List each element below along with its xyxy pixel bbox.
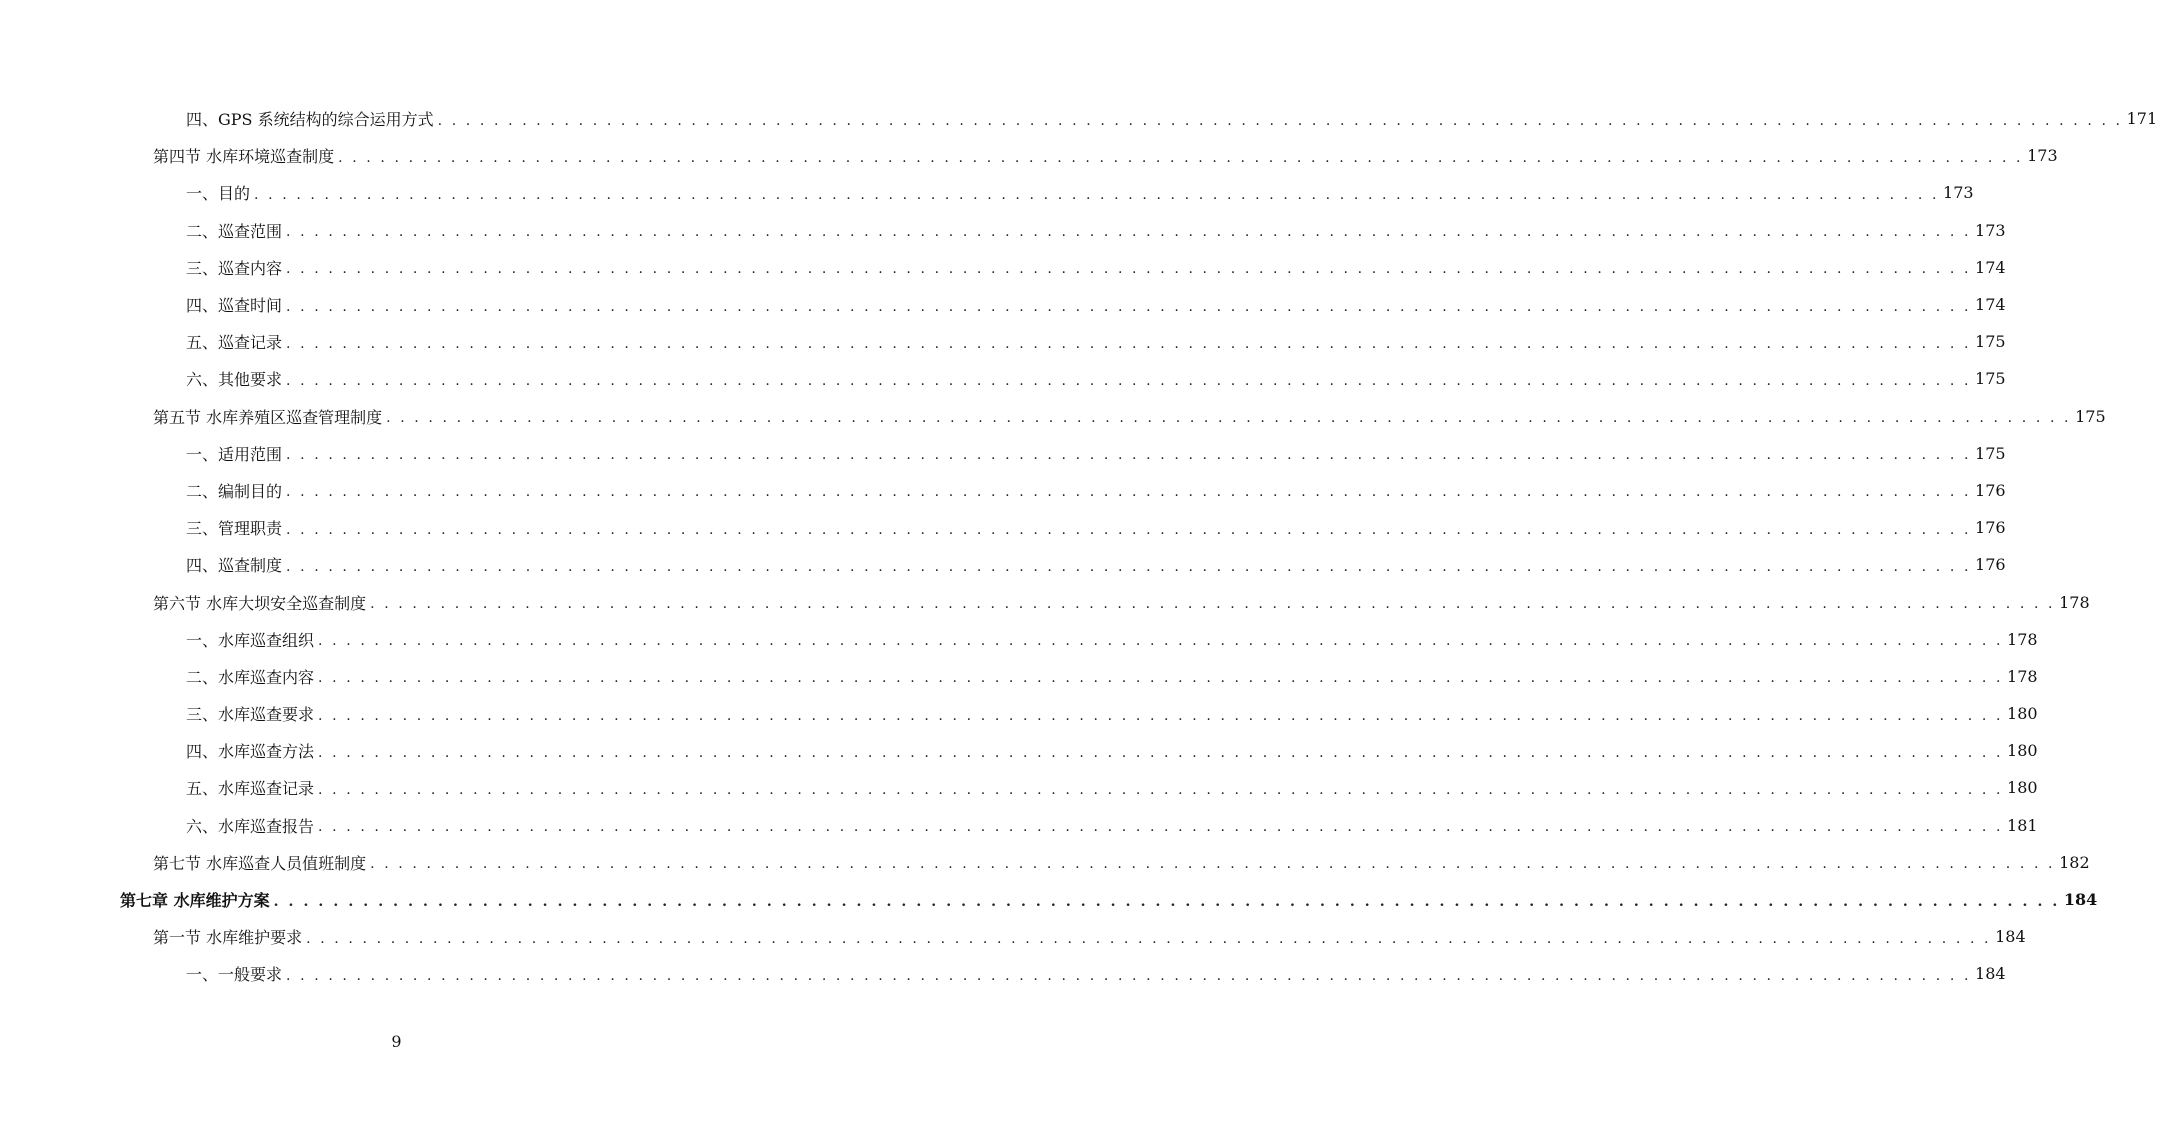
toc-dot-leader: . . . . . . . . . . . . . . . . . . . . . . . . . . . . . . . . . . . . . . . . . . . . . . . . . . . . . . . . . . . . . . . . . . . . . . . . . . . . . . . . . . . . . . . . . . . . . . . . . . . . . . . . . . . . . . . . . . . . . . . .	[273, 893, 2060, 910]
toc-entry-item	[0, 732, 2038, 769]
toc-dot-leader: . . . . . . . . . . . . . . . . . . . . . . . . . . . . . . . . . . . . . . . . . . . . . . . . . . . . . . . . . . . . . . . . . . . . . . . . . . . . . . . . . . . . . . . . . . . . . . . . . . . . . . . . . . . . . . . . . . . . . . . .	[386, 410, 2072, 427]
toc-entry-section	[0, 137, 2058, 174]
toc-entry-section	[0, 583, 2090, 620]
toc-dot-leader: . . . . . . . . . . . . . . . . . . . . . . . . . . . . . . . . . . . . . . . . . . . . . . . . . . . . . . . . . . . . . . . . . . . . . . . . . . . . . . . . . . . . . . . . . . . . . . . . . . . . . . . . . . . . . . . . . . . . . . . .	[286, 224, 1972, 241]
toc-dot-leader: . . . . . . . . . . . . . . . . . . . . . . . . . . . . . . . . . . . . . . . . . . . . . . . . . . . . . . . . . . . . . . . . . . . . . . . . . . . . . . . . . . . . . . . . . . . . . . . . . . . . . . . . . . . . . . . . . . . . . . . .	[286, 521, 1972, 538]
toc-entry-item	[0, 100, 2157, 137]
toc-entry-item	[0, 807, 2038, 844]
toc-dot-leader: . . . . . . . . . . . . . . . . . . . . . . . . . . . . . . . . . . . . . . . . . . . . . . . . . . . . . . . . . . . . . . . . . . . . . . . . . . . . . . . . . . . . . . . . . . . . . . . . . . . . . . . . . . . . . . . . . . . . . . . .	[370, 596, 2056, 613]
toc-dot-leader: . . . . . . . . . . . . . . . . . . . . . . . . . . . . . . . . . . . . . . . . . . . . . . . . . . . . . . . . . . . . . . . . . . . . . . . . . . . . . . . . . . . . . . . . . . . . . . . . . . . . . . . . . . . . . . . . . . . . . . . .	[318, 744, 2004, 761]
toc-dot-leader: . . . . . . . . . . . . . . . . . . . . . . . . . . . . . . . . . . . . . . . . . . . . . . . . . . . . . . . . . . . . . . . . . . . . . . . . . . . . . . . . . . . . . . . . . . . . . . . . . . . . . . . . . . . . . . . . . . . . . . . .	[437, 112, 2123, 129]
toc-entry-section	[0, 918, 2026, 955]
toc-dot-leader: . . . . . . . . . . . . . . . . . . . . . . . . . . . . . . . . . . . . . . . . . . . . . . . . . . . . . . . . . . . . . . . . . . . . . . . . . . . . . . . . . . . . . . . . . . . . . . . . . . . . . . . . . . . . . . . . . . . . . . . .	[286, 967, 1972, 984]
toc-entry-item	[0, 360, 2006, 397]
toc-dot-leader: . . . . . . . . . . . . . . . . . . . . . . . . . . . . . . . . . . . . . . . . . . . . . . . . . . . . . . . . . . . . . . . . . . . . . . . . . . . . . . . . . . . . . . . . . . . . . . . . . . . . . . . . . . . . . . . . . . . . . . . .	[318, 633, 2004, 650]
toc-dot-leader: . . . . . . . . . . . . . . . . . . . . . . . . . . . . . . . . . . . . . . . . . . . . . . . . . . . . . . . . . . . . . . . . . . . . . . . . . . . . . . . . . . . . . . . . . . . . . . . . . . . . . . . . . . . . . . . . . . . . . . . .	[286, 372, 1972, 389]
toc-entry-page: 180	[2007, 741, 2038, 761]
toc-entry-page: 184	[2063, 890, 2098, 910]
toc-entry-page: 178	[2007, 666, 2038, 686]
toc-entry-title: 一、一般要求	[186, 965, 283, 985]
toc-entry-item	[0, 546, 2006, 583]
toc-entry-page: 175	[1975, 369, 2006, 389]
toc-entry-title: 六、其他要求	[186, 370, 283, 390]
toc-entry-section	[0, 398, 2106, 435]
toc-entry-title: 四、巡查时间	[186, 296, 283, 316]
toc-entry-title: 第四节 水库环境巡查制度	[153, 147, 335, 167]
toc-entry-page: 176	[1975, 555, 2006, 575]
toc-entry-title: 五、巡查记录	[186, 333, 283, 353]
page-number: 9	[391, 1032, 402, 1051]
toc-entry-page: 182	[2059, 852, 2090, 872]
toc-entry-page: 173	[2027, 146, 2058, 166]
toc-entry-page: 174	[1975, 257, 2006, 277]
toc-dot-leader: . . . . . . . . . . . . . . . . . . . . . . . . . . . . . . . . . . . . . . . . . . . . . . . . . . . . . . . . . . . . . . . . . . . . . . . . . . . . . . . . . . . . . . . . . . . . . . . . . . . . . . . . . . . . . . . . . . . . . . . .	[318, 670, 2004, 687]
toc-entry-title: 第七章 水库维护方案	[120, 891, 270, 911]
toc-entry-item	[0, 695, 2038, 732]
toc-entry-page: 171	[2126, 109, 2157, 129]
toc-dot-leader: . . . . . . . . . . . . . . . . . . . . . . . . . . . . . . . . . . . . . . . . . . . . . . . . . . . . . . . . . . . . . . . . . . . . . . . . . . . . . . . . . . . . . . . . . . . . . . . . . . . . . . . . . . . . . . . . . . . . . . . .	[338, 149, 2024, 166]
toc-entry-page: 181	[2007, 815, 2038, 835]
toc-entry-title: 一、适用范围	[186, 444, 283, 464]
toc-entry-title: 三、水库巡查要求	[186, 705, 315, 725]
toc-entry-item	[0, 286, 2006, 323]
toc-entry-title: 第一节 水库维护要求	[153, 928, 303, 948]
toc-entry-item	[0, 174, 1974, 211]
toc-dot-leader: . . . . . . . . . . . . . . . . . . . . . . . . . . . . . . . . . . . . . . . . . . . . . . . . . . . . . . . . . . . . . . . . . . . . . . . . . . . . . . . . . . . . . . . . . . . . . . . . . . . . . . . . . . . . . . . . . . . . . . . .	[318, 707, 2004, 724]
toc-entry-title: 四、GPS 系统结构的综合运用方式	[186, 110, 434, 130]
toc-entry-page: 178	[2059, 592, 2090, 612]
toc-dot-leader: . . . . . . . . . . . . . . . . . . . . . . . . . . . . . . . . . . . . . . . . . . . . . . . . . . . . . . . . . . . . . . . . . . . . . . . . . . . . . . . . . . . . . . . . . . . . . . . . . . . . . . . . . . . . . . . . . . . . . . . .	[286, 298, 1972, 315]
toc-entry-page: 174	[1975, 295, 2006, 315]
toc-entry-page: 173	[1975, 220, 2006, 240]
toc-dot-leader: . . . . . . . . . . . . . . . . . . . . . . . . . . . . . . . . . . . . . . . . . . . . . . . . . . . . . . . . . . . . . . . . . . . . . . . . . . . . . . . . . . . . . . . . . . . . . . . . . . . . . . . . . . . . . . . . . . . . . . . .	[286, 447, 1972, 464]
toc-dot-leader: . . . . . . . . . . . . . . . . . . . . . . . . . . . . . . . . . . . . . . . . . . . . . . . . . . . . . . . . . . . . . . . . . . . . . . . . . . . . . . . . . . . . . . . . . . . . . . . . . . . . . . . . . . . . . . . . . . . . . . . .	[286, 558, 1972, 575]
toc-entry-item	[0, 509, 2006, 546]
toc-entry-title: 五、水库巡查记录	[186, 779, 315, 799]
toc-entry-title: 第六节 水库大坝安全巡查制度	[153, 593, 367, 613]
toc-entry-title: 第五节 水库养殖区巡查管理制度	[153, 407, 383, 427]
toc-entry-title: 六、水库巡查报告	[186, 816, 315, 836]
toc-entry-item	[0, 621, 2038, 658]
table-of-contents	[0, 100, 2157, 993]
toc-entry-title: 二、巡查范围	[186, 221, 283, 241]
toc-entry-item	[0, 212, 2006, 249]
toc-entry-title: 三、巡查内容	[186, 258, 283, 278]
toc-entry-page: 175	[1975, 443, 2006, 463]
toc-dot-leader: . . . . . . . . . . . . . . . . . . . . . . . . . . . . . . . . . . . . . . . . . . . . . . . . . . . . . . . . . . . . . . . . . . . . . . . . . . . . . . . . . . . . . . . . . . . . . . . . . . . . . . . . . . . . . . . . . . . . . . . .	[370, 856, 2056, 873]
toc-entry-title: 三、管理职责	[186, 519, 283, 539]
toc-entry-title: 四、巡查制度	[186, 556, 283, 576]
toc-entry-item	[0, 472, 2006, 509]
toc-entry-item	[0, 658, 2038, 695]
toc-entry-page: 176	[1975, 518, 2006, 538]
toc-entry-page: 175	[1975, 332, 2006, 352]
toc-dot-leader: . . . . . . . . . . . . . . . . . . . . . . . . . . . . . . . . . . . . . . . . . . . . . . . . . . . . . . . . . . . . . . . . . . . . . . . . . . . . . . . . . . . . . . . . . . . . . . . . . . . . . . . . . . . . . . . . . . . . . . . .	[286, 335, 1972, 352]
toc-entry-chapter	[0, 881, 2098, 918]
toc-entry-page: 178	[2007, 629, 2038, 649]
toc-entry-page: 180	[2007, 778, 2038, 798]
toc-entry-page: 184	[1995, 927, 2026, 947]
toc-dot-leader: . . . . . . . . . . . . . . . . . . . . . . . . . . . . . . . . . . . . . . . . . . . . . . . . . . . . . . . . . . . . . . . . . . . . . . . . . . . . . . . . . . . . . . . . . . . . . . . . . . . . . . . . . . . . . . . . . . . . . . . .	[318, 781, 2004, 798]
toc-dot-leader: . . . . . . . . . . . . . . . . . . . . . . . . . . . . . . . . . . . . . . . . . . . . . . . . . . . . . . . . . . . . . . . . . . . . . . . . . . . . . . . . . . . . . . . . . . . . . . . . . . . . . . . . . . . . . . . . . . . . . . . .	[286, 261, 1972, 278]
toc-entry-item	[0, 955, 2006, 992]
toc-entry-item	[0, 435, 2006, 472]
toc-entry-page: 176	[1975, 480, 2006, 500]
toc-entry-title: 一、水库巡查组织	[186, 630, 315, 650]
toc-entry-item	[0, 249, 2006, 286]
toc-entry-title: 四、水库巡查方法	[186, 742, 315, 762]
toc-entry-item	[0, 769, 2038, 806]
toc-entry-page: 173	[1943, 183, 1974, 203]
toc-entry-section	[0, 844, 2090, 881]
toc-dot-leader: . . . . . . . . . . . . . . . . . . . . . . . . . . . . . . . . . . . . . . . . . . . . . . . . . . . . . . . . . . . . . . . . . . . . . . . . . . . . . . . . . . . . . . . . . . . . . . . . . . . . . . . . . . . . . . . . . . . . . . . .	[286, 484, 1972, 501]
toc-entry-page: 184	[1975, 964, 2006, 984]
toc-dot-leader: . . . . . . . . . . . . . . . . . . . . . . . . . . . . . . . . . . . . . . . . . . . . . . . . . . . . . . . . . . . . . . . . . . . . . . . . . . . . . . . . . . . . . . . . . . . . . . . . . . . . . . . . . . . . . . . . . . . . . . . .	[318, 819, 2004, 836]
toc-entry-title: 二、编制目的	[186, 481, 283, 501]
toc-entry-page: 175	[2075, 406, 2106, 426]
toc-entry-title: 一、目的	[186, 184, 251, 204]
toc-entry-title: 第七节 水库巡查人员值班制度	[153, 853, 367, 873]
toc-entry-item	[0, 323, 2006, 360]
toc-dot-leader: . . . . . . . . . . . . . . . . . . . . . . . . . . . . . . . . . . . . . . . . . . . . . . . . . . . . . . . . . . . . . . . . . . . . . . . . . . . . . . . . . . . . . . . . . . . . . . . . . . . . . . . . . . . . . . . . . . . . . . . .	[306, 930, 1992, 947]
toc-entry-title: 二、水库巡查内容	[186, 667, 315, 687]
toc-entry-page: 180	[2007, 704, 2038, 724]
toc-dot-leader: . . . . . . . . . . . . . . . . . . . . . . . . . . . . . . . . . . . . . . . . . . . . . . . . . . . . . . . . . . . . . . . . . . . . . . . . . . . . . . . . . . . . . . . . . . . . . . . . . . . . . . . . . . . . . . . . . . . . . . . .	[254, 186, 1940, 203]
